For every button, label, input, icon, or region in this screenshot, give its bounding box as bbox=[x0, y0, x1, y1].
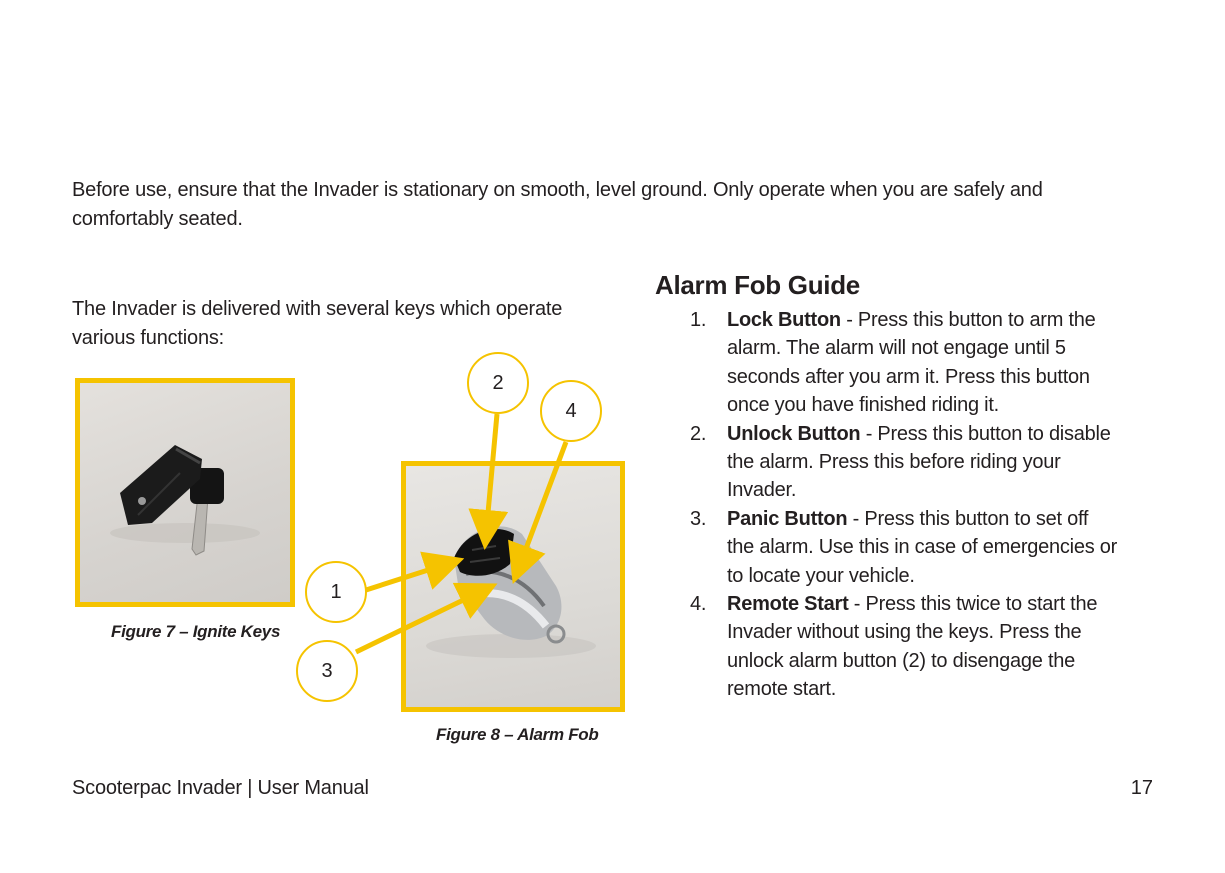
keys-illustration bbox=[80, 383, 290, 602]
guide-item-label: Unlock Button bbox=[727, 422, 861, 445]
guide-item-lock bbox=[690, 306, 1120, 420]
guide-item-number: 3. bbox=[690, 507, 707, 530]
guide-item-panic bbox=[690, 505, 1120, 590]
ignite-keys-photo bbox=[75, 378, 295, 607]
figure-8-caption: Figure 8 – Alarm Fob bbox=[436, 725, 599, 744]
guide-item-unlock bbox=[690, 420, 1120, 505]
footer-title: Scooterpac Invader | User Manual bbox=[72, 777, 369, 799]
guide-item-text: - Press this button to disable the alarm. Press this before riding your Invader. bbox=[727, 422, 1111, 502]
guide-item-label: Panic Button bbox=[727, 507, 848, 530]
page-number: 17 bbox=[1130, 777, 1153, 799]
alarm-fob-photo bbox=[401, 461, 625, 712]
keys-paragraph: The Invader is delivered with several keys which operate various functions: bbox=[72, 298, 563, 349]
alarm-fob-guide-heading: Alarm Fob Guide bbox=[655, 270, 860, 300]
callout-4: 4 bbox=[540, 380, 602, 442]
callout-1: 1 bbox=[305, 561, 367, 623]
alarm-fob-guide-list bbox=[690, 306, 1120, 704]
guide-item-label: Remote Start bbox=[727, 593, 849, 616]
guide-item-number: 1. bbox=[690, 309, 707, 331]
guide-item-text: - Press this button to set off the alarm. Use this in case of emergencies or to locate your vehicle. bbox=[727, 507, 1118, 587]
guide-item-text: - Press this twice to start the Invader without using the keys. Press the unlock alarm button (2) to disengage the remote start. bbox=[727, 593, 1098, 701]
guide-item-remote-start bbox=[690, 590, 1120, 704]
guide-item-number: 4. bbox=[690, 593, 707, 616]
guide-item-label: Lock Button bbox=[727, 309, 841, 331]
callout-2: 2 bbox=[467, 352, 529, 414]
guide-item-number: 2. bbox=[690, 422, 707, 445]
figure-7-caption: Figure 7 – Ignite Keys bbox=[111, 622, 281, 641]
callout-3: 3 bbox=[296, 640, 358, 702]
guide-item-text: - Press this button to arm the alarm. The alarm will not engage until 5 seconds after you arm it. Press this button once you have finished riding it. bbox=[727, 309, 1096, 417]
intro-paragraph: Before use, ensure that the Invader is stationary on smooth, level ground. Only operate when you are safely and comfortably seated. bbox=[72, 179, 1043, 230]
fob-illustration bbox=[406, 466, 620, 707]
